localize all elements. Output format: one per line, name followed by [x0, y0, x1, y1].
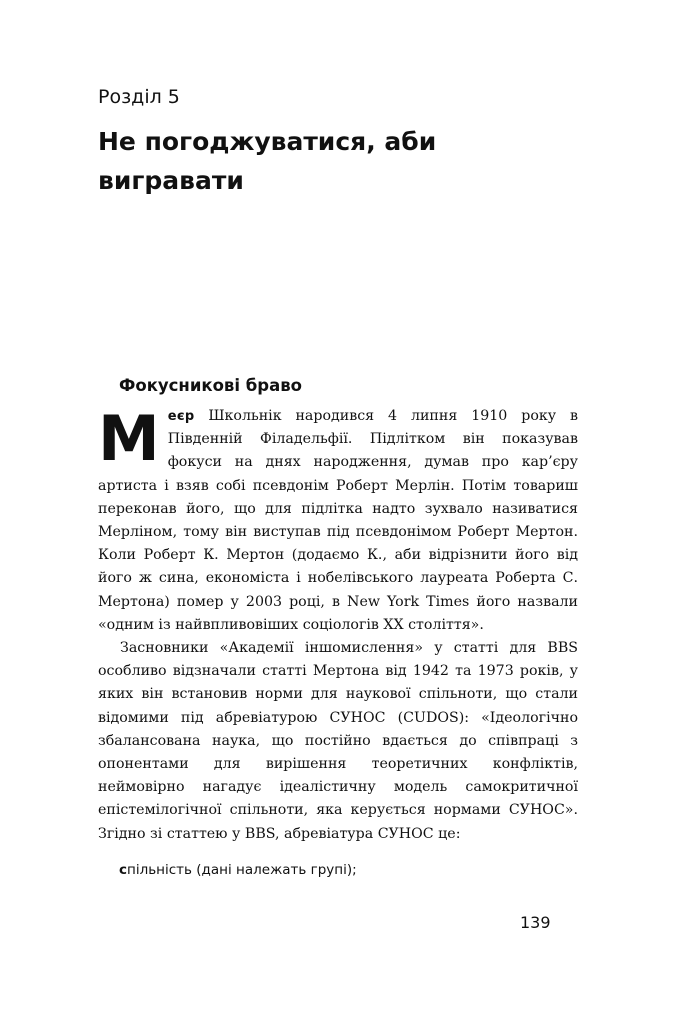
lead-word: еєр [167, 409, 195, 424]
section-heading: Фокусникові браво [119, 376, 303, 395]
list-item-initial: с [119, 862, 128, 878]
paragraph-1 [98, 402, 578, 637]
drop-cap: М [98, 402, 160, 475]
list-item [119, 862, 579, 878]
chapter-title: Не погоджуватися, аби вигравати [98, 127, 437, 195]
paragraph-2: Засновники «Академії іншомислення» у статті для BBS особливо відзначали статті Мертона від 1942 та 1973 років, у яких він встановив норми для наукової спільноти, що стали відомими під абревіатурою СУНОС (CUDOS): «Ідеологічно збалансована наука, що постійно вдається до співпраці з опонентами для вирішення теоретичних конфліктів, неймовірно нагадує ідеалістичну модель самокритичної епістемілогічної спільноти, яка керується нормами СУНОС». Згідно зі статтею у BBS, абревіатура СУНОС це: [98, 640, 578, 842]
paragraph-1-text: Школьнік народився 4 липня 1910 року в Південній Філадельфії. Підлітком він показував фокуси на днях народження, думав про кар’єру артиста і взяв собі псевдонім Роберт Мерлін. Потім товариш переконав його, що для підлітка надто зухвало називатися Мерліном, тому він виступав під псевдонімом Роберт Мертон. Коли Роберт К. Мертон (додаємо К., аби відрізнити його від його ж сина, економіста і нобелівського лауреата Роберта С. Мертона) помер у 2003 році, в New York Times його назвали «одним із найвпливовіших соціологів XX століття». [98, 408, 578, 633]
list-item-text: пільність (дані належать групі); [127, 862, 357, 878]
chapter-label: Розділ 5 [98, 86, 180, 108]
page-number: 139 [520, 913, 551, 932]
body-text [98, 402, 578, 846]
